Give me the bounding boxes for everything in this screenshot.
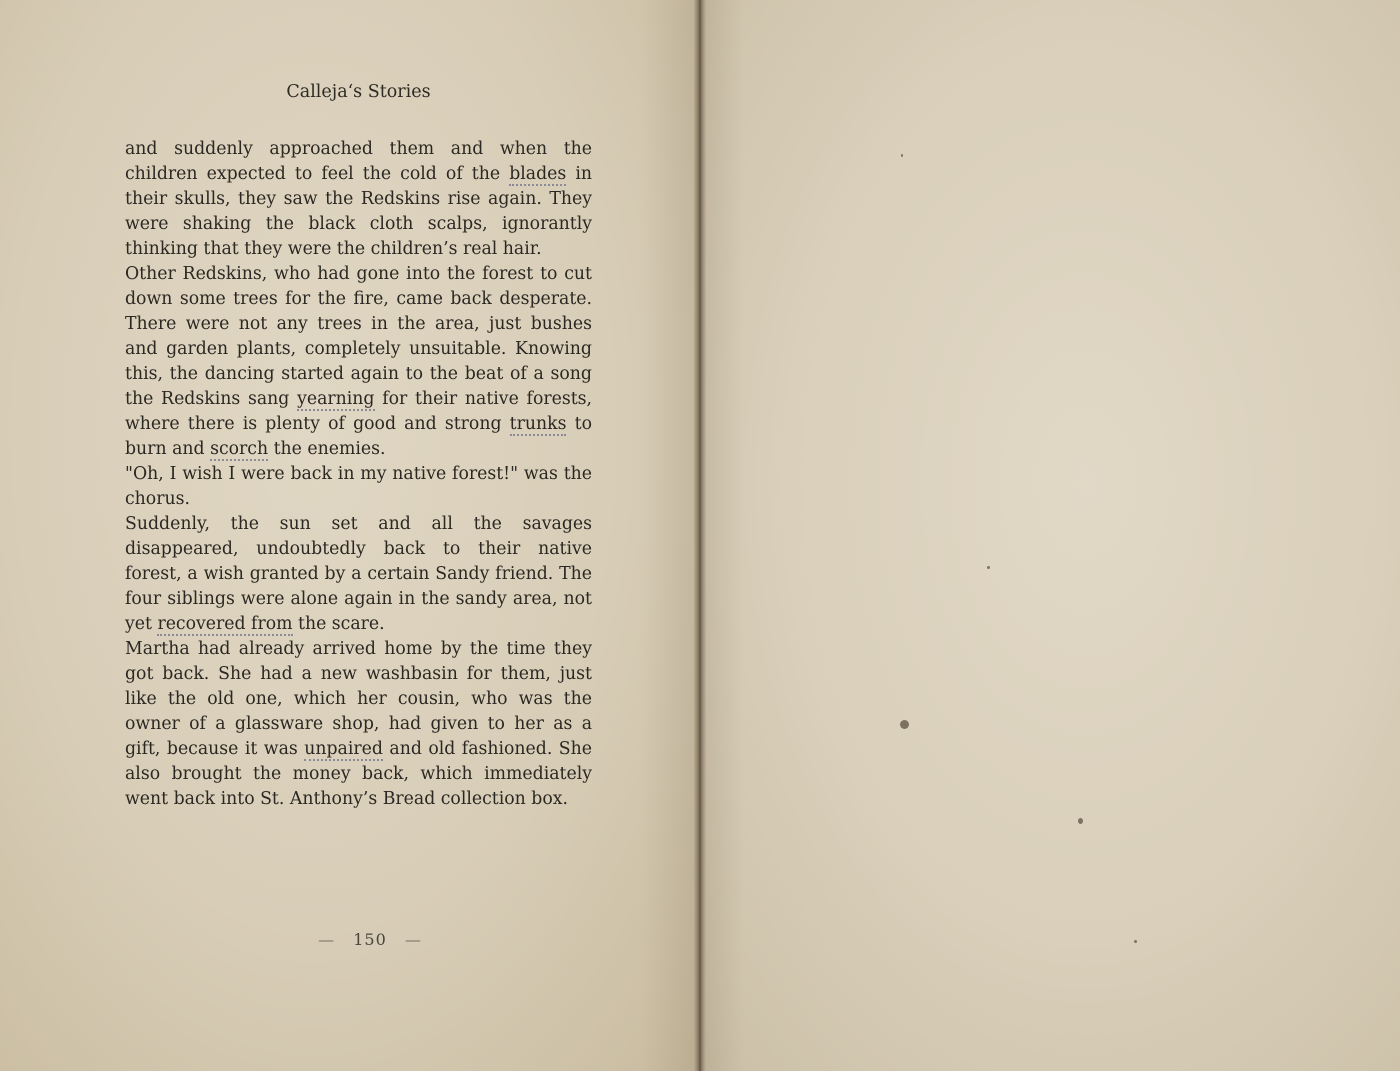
glossary-term[interactable]: unpaired [304, 739, 383, 759]
left-page [0, 0, 698, 1071]
paragraph [125, 637, 592, 812]
gutter-shadow [640, 0, 696, 1071]
paragraph-text: to burn and [125, 414, 592, 459]
paragraph-text: the enemies. [268, 439, 386, 459]
running-head: Calleja‘s Stories [286, 82, 431, 102]
page-number-footer [300, 930, 440, 949]
paragraph-text: Other Redskins, who had gone into the forest to cut down some trees for the fire, came back desperate. There were not any trees in the area, just bushes and garden plants, completely unsuitable. Knowing this, the dancing started again to the beat of a song the Redskins sang [125, 264, 592, 409]
paragraph-text: Suddenly, the sun set and all the savages disappeared, undoubtedly back to their native forest, a wish granted by a certain Sandy friend. The four siblings were alone again in the sandy area, not yet [125, 514, 592, 634]
paragraph-text: for their native forests, where there is plenty of good and strong [125, 389, 593, 434]
paper-speck [901, 154, 903, 157]
gutter-shadow [704, 0, 744, 1071]
paragraph-text: "Oh, I wish I were back in my native forest!" was the chorus. [125, 464, 592, 509]
page-number: 150 [353, 930, 387, 949]
paper-speck [1078, 818, 1083, 824]
body-text [125, 137, 592, 812]
paragraph [125, 512, 592, 637]
paper-speck [987, 566, 990, 569]
right-page-blank [702, 0, 1400, 1071]
paragraph-text: in their skulls, they saw the Redskins rise again. They were shaking the black cloth scalps, ignorantly thinking that they were the children’s real hair. [125, 164, 592, 259]
paragraph-text: the scare. [292, 614, 385, 634]
paper-speck [900, 720, 909, 729]
paragraph-text: and old fashioned. She also brought the money back, which immediately went back into St. Anthony’s Bread collection box. [125, 739, 593, 809]
paragraph [125, 462, 592, 512]
paragraph [125, 137, 592, 262]
glossary-term[interactable]: blades [509, 164, 567, 184]
glossary-term[interactable]: scorch [210, 439, 269, 459]
paragraph-text: and suddenly approached them and when the children expected to feel the cold of the [125, 139, 592, 184]
glossary-term[interactable]: yearning [297, 389, 375, 409]
book-gutter [694, 0, 706, 1071]
paragraph-text: Martha had already arrived home by the time they got back. She had a new washbasin for them, just like the old one, which her cousin, who was the owner of a glassware shop, had given to her as a gift, because it was [125, 639, 592, 759]
paragraph [125, 262, 592, 462]
paper-speck [1134, 940, 1137, 943]
folio-dash-left: — [318, 930, 336, 949]
glossary-term[interactable]: trunks [509, 414, 567, 434]
glossary-term[interactable]: recovered from [157, 614, 293, 634]
folio-dash-right: — [404, 930, 422, 949]
